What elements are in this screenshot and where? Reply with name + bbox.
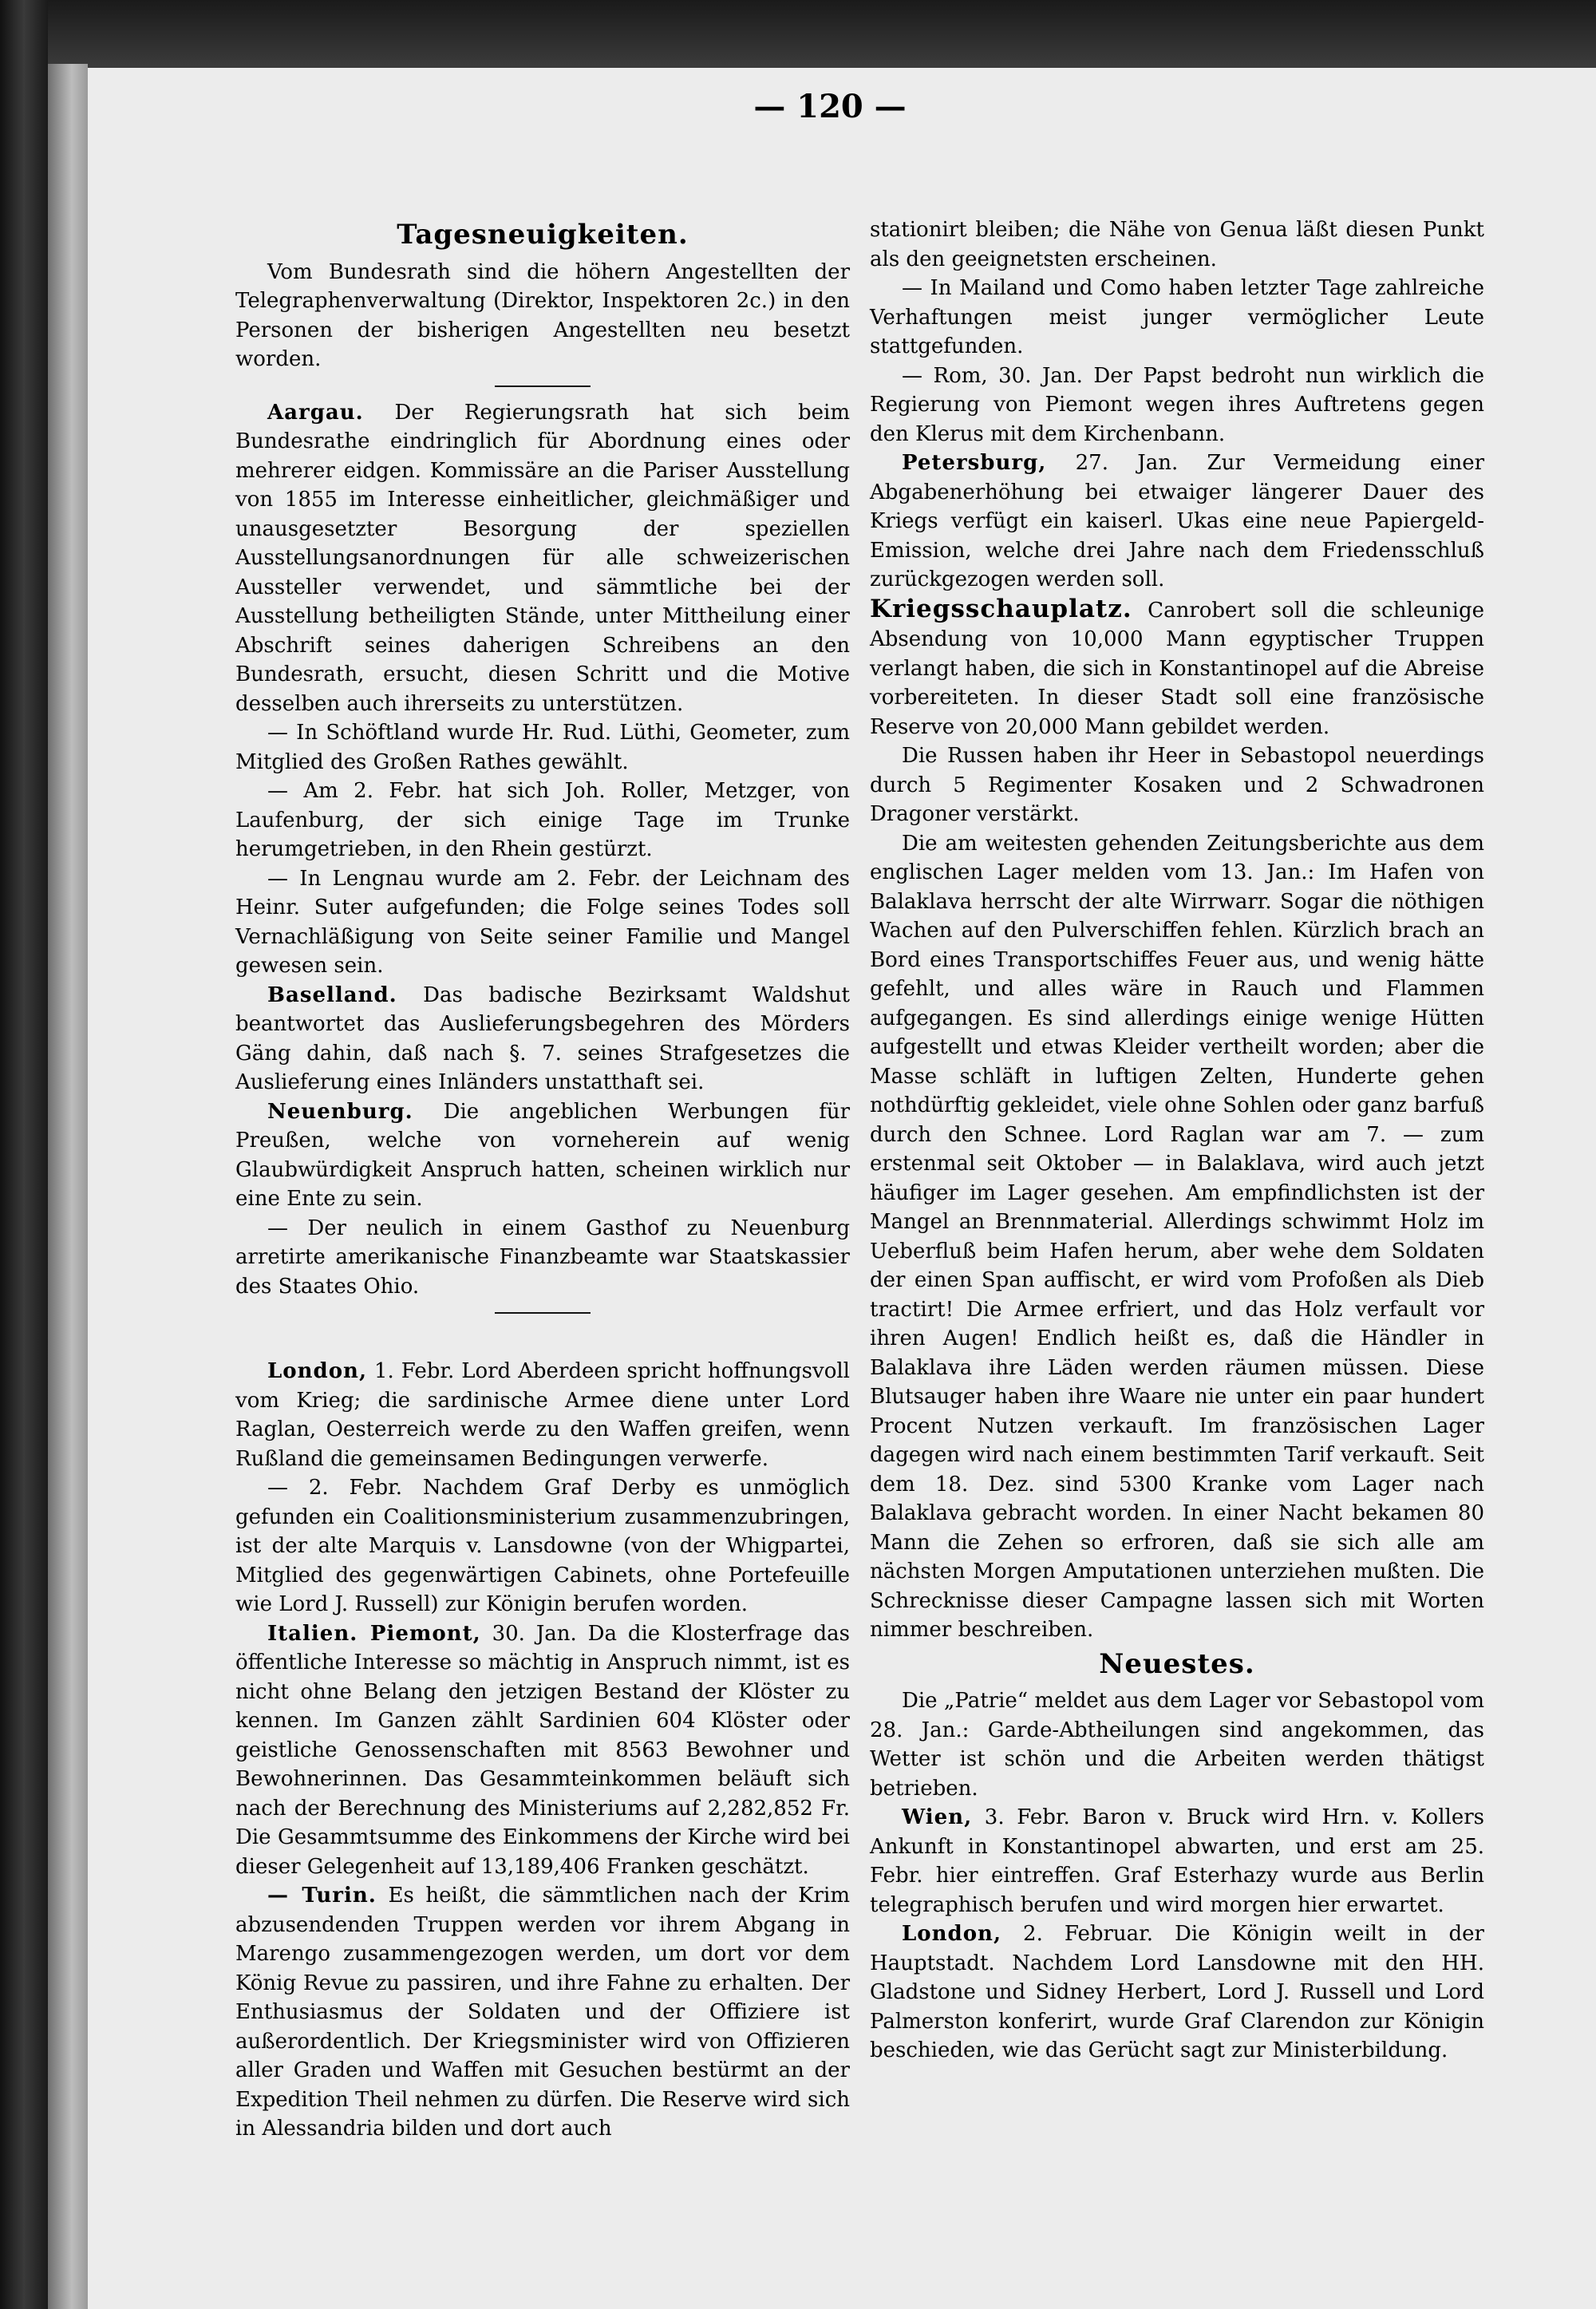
dateline: — Turin.	[267, 1884, 377, 1908]
paragraph: — 2. Febr. Nachdem Graf Derby es unmöglich gefunden ein Coalitionsministerium zusammenzubringen, ist der alte Marquis v. Lansdowne (von der Whigpartei, Mitglied des gegenwärtigen Cabinets, ohne Portefeuille wie Lord J. Russell) zur Königin berufen worden.	[235, 1476, 850, 1616]
paragraph: — Rom, 30. Jan. Der Papst bedroht nun wirklich die Regierung von Piemont wegen ihres Auftretens gegen den Klerus mit dem Kirchenbann.	[870, 363, 1484, 446]
paragraph-continuation: stationirt bleiben; die Nähe von Genua läßt diesen Punkt als den geeignetsten erscheinen.	[870, 218, 1484, 271]
paragraph: Die „Patrie“ meldet aus dem Lager vor Sebastopol vom 28. Jan.: Garde-Abtheilungen sind angekommen, das Wetter ist schön und die Arbeiten werden thätigst betrieben.	[870, 1689, 1484, 1801]
paragraph-text: Die angeblichen Werbungen für Preußen, welche von vorneherein auf wenig Glaubwürdigkeit Anspruch hatten, scheinen wirklich nur eine Ente zu sein.	[235, 1099, 850, 1211]
paragraph	[870, 449, 1484, 595]
paragraph	[235, 398, 850, 719]
paragraph-text: Es heißt, die sämmtlichen nach der Krim abzusendenden Truppen werden vor ihrem Abgang in Marengo zusammengezogen werden, um dort vor dem König Revue zu passiren, und ihre Fahne zu erhalten. Der Enthusiasmus der Soldaten und der Offiziere ist außerordentlich. Der Kriegsminister wird von Offizieren aller Graden und Waffen mit Gesuchen bestürmt an der Expedition Theil nehmen zu dürfen. Die Reserve wird sich in Alessandria bilden und dort auch	[235, 1884, 850, 2141]
paragraph-text: 1. Febr. Lord Aberdeen spricht hoffnungsvoll vom Krieg; die sardinische Armee diene unter Lord Raglan, Oesterreich werde zu den Waffen greifen, wenn Rußland die gemeinsamen Bedingungen verwerfe.	[235, 1359, 851, 1471]
paragraph-text: 30. Jan. Da die Klosterfrage das öffentliche Interesse so mächtig in Anspruch nimmt, ist es nicht ohne Belang den jetzigen Bestand der Klöster zu kennen. Im Ganzen zählt Sardinien 604 Klöster oder geistliche Genossenschaften mit 8563 Bewohner und Bewohnerinnen. Das Gesammteinkommen beläuft sich nach der Berechnung des Ministeriums auf 2,282,852 Fr. Die Gesammtsumme des Einkommens der Kirche wird bei dieser Gelegenheit auf 13,189,406 Franken geschätzt.	[235, 1621, 850, 1879]
spacer	[235, 1325, 850, 1357]
paragraph: — In Mailand und Como haben letzter Tage zahlreiche Verhaftungen meist junger vermöglicher Leute stattgefunden.	[870, 276, 1484, 358]
paragraph	[235, 981, 850, 1097]
divider	[495, 1312, 591, 1314]
page-number: — 120 —	[753, 88, 907, 125]
paragraph	[235, 1357, 850, 1473]
dateline: Petersburg,	[902, 451, 1047, 475]
paragraph: — Am 2. Febr. hat sich Joh. Roller, Metzger, von Laufenburg, der sich einige Tage im Trunke herumgetrieben, in den Rhein gestürzt.	[235, 779, 850, 861]
dateline: Baselland.	[267, 983, 397, 1007]
paragraph	[235, 1619, 850, 1882]
divider	[495, 385, 591, 387]
paragraph: Die am weitesten gehenden Zeitungsberichte aus dem englischen Lager melden vom 13. Jan.: Im Hafen von Balaklava herrscht der alte Wirrwarr. Sogar die nöthigen Wachen auf den Pulverschiffen fehlen. Kürzlich brach an Bord eines Transportschiffes Feuer aus, und wenig hätte gefehlt, und alles wäre in Rauch und Flammen aufgegangen. Es sind allerdings einige wenige Hütten aufgestellt und etwas Kleider vertheilt worden; aber die Masse schläft in luftigen Zelten, Hunderte gehen nothdürftig gekleidet, viele ohne Sohlen oder ganz barfuß durch den Schnee. Lord Raglan war am 7. — zum erstenmal seit Oktober — in Balaklava, wird auch jetzt häufiger im Lager gesehen. Am empfindlichsten ist der Mangel an Brennmaterial. Allerdings schwimmt Holz im Ueberfluß beim Hafen herum, aber wehe dem Soldaten der einen Span auffischt, er wird vom Profoßen als Dieb tractirt! Die Armee erfriert, und das Holz verfault vor ihren Augen! Endlich heißt es, daß die Händler in Balaklava ihre Läden werden räumen müssen. Diese Blutsauger haben ihre Waare nie unter ein paar hundert Procent Nutzen verkauft. Im französischen Lager dagegen wird nach einem bestimmten Tarif verkauft. Seit dem 18. Dez. sind 5300 Kranke vom Lager nach Balaklava gebracht worden. In einer Nacht bekamen 80 Mann die Zehen so erfroren, daß sie sich alle am nächsten Morgen Amputationen unterziehen mußten. Die Schrecknisse dieser Campagne lassen sich mit Worten nimmer beschreiben.	[870, 831, 1484, 1642]
dateline: Italien. Piemont,	[267, 1621, 481, 1646]
left-column	[235, 215, 850, 2144]
paragraph	[235, 1881, 850, 2144]
right-column	[870, 215, 1484, 2066]
paragraph-text: Der Regierungsrath hat sich beim Bundesrathe eindringlich für Abordnung eines oder mehrerer eidgen. Kommissäre an die Pariser Ausstellung von 1855 im Interesse einheitlicher, gleichmäßiger und unausgesetzter Besorgung der speziellen Ausstellungsanordnungen für alle schweizerischen Aussteller verwendet, und sämmtliche bei der Ausstellung betheiligten Stände, unter Mittheilung einer Abschrift seines daherigen Schreibens an den Bundesrath, ersucht, diesen Schritt und die Motive desselben auch ihrerseits zu unterstützen.	[235, 400, 851, 716]
dateline: Wien,	[902, 1805, 973, 1829]
dateline: London,	[902, 1922, 1002, 1946]
paragraph: — In Schöftland wurde Hr. Rud. Lüthi, Geometer, zum Mitglied des Großen Rathes gewählt.	[235, 721, 850, 774]
section-heading-tagesneuigkeiten: Tagesneuigkeiten.	[397, 219, 689, 251]
paragraph-text: 2. Februar. Die Königin weilt in der Hauptstadt. Nachdem Lord Lansdowne mit den HH. Gladstone und Sidney Herbert, Lord J. Russell und Lord Palmerston konferirt, wurde Graf Clarendon zur Königin beschieden, wie das Gerücht sagt zur Ministerbildung.	[870, 1922, 1484, 2062]
paragraph	[870, 1803, 1484, 1920]
paragraph-text: 27. Jan. Zur Vermeidung einer Abgabenerhöhung bei etwaiger längerer Dauer des Kriegs verfügt ein kaiserl. Ukas eine neue Papiergeld-Emission, welche drei Jahre nach dem Friedensschluß zurückgezogen werden soll.	[870, 451, 1485, 591]
paragraph-text: Das badische Bezirksamt Waldshut beantwortet das Auslieferungsbegehren des Mörders Gäng dahin, daß nach §. 7. seines Strafgesetzes die Auslieferung eines Inländers unstatthaft sei.	[235, 983, 851, 1094]
paragraph-text: Canrobert soll die schleunige Absendung von 10,000 Mann egyptischer Truppen verlangt haben, die sich in Konstantinopel auf die Abreise vorbereiteten. In dieser Stadt soll eine französische Reserve von 20,000 Mann gebildet werden.	[870, 598, 1484, 739]
paragraph	[235, 1097, 850, 1214]
paragraph	[870, 1920, 1484, 2066]
section-heading-neuestes: Neuestes.	[1099, 1647, 1255, 1680]
paragraph: — In Lengnau wurde am 2. Febr. der Leichnam des Heinr. Suter aufgefunden; die Folge seines Todes soll Vernachläßigung von Seite seiner Familie und Mangel gewesen sein.	[235, 866, 850, 978]
paragraph: — Der neulich in einem Gasthof zu Neuenburg arretirte amerikanische Finanzbeamte war Staatskassier des Staates Ohio.	[235, 1216, 850, 1299]
scan-top-edge	[0, 0, 1596, 68]
dateline: Aargau.	[267, 400, 364, 425]
paragraph-text: 3. Febr. Baron v. Bruck wird Hrn. v. Kollers Ankunft in Konstantinopel abwarten, und erst am 25. Febr. hier eintreffen. Graf Esterhazy wurde aus Berlin telegraphisch berufen und wird morgen hier erwartet.	[870, 1805, 1484, 1917]
section-heading-kriegsschauplatz: Kriegsschauplatz.	[870, 594, 1132, 623]
paragraph	[870, 595, 1484, 742]
book-binding	[0, 0, 48, 2309]
dateline: Neuenburg.	[267, 1099, 413, 1124]
dateline: London,	[267, 1359, 368, 1383]
page-edge-strip	[48, 64, 88, 2309]
paragraph: Die Russen haben ihr Heer in Sebastopol neuerdings durch 5 Regimenter Kosaken und 2 Schwadronen Dragoner verstärkt.	[870, 744, 1484, 826]
paragraph: Vom Bundesrath sind die höhern Angestellten der Telegraphenverwaltung (Direktor, Inspektoren 2c.) in den Personen der bisherigen Angestellten neu besetzt worden.	[235, 259, 850, 371]
